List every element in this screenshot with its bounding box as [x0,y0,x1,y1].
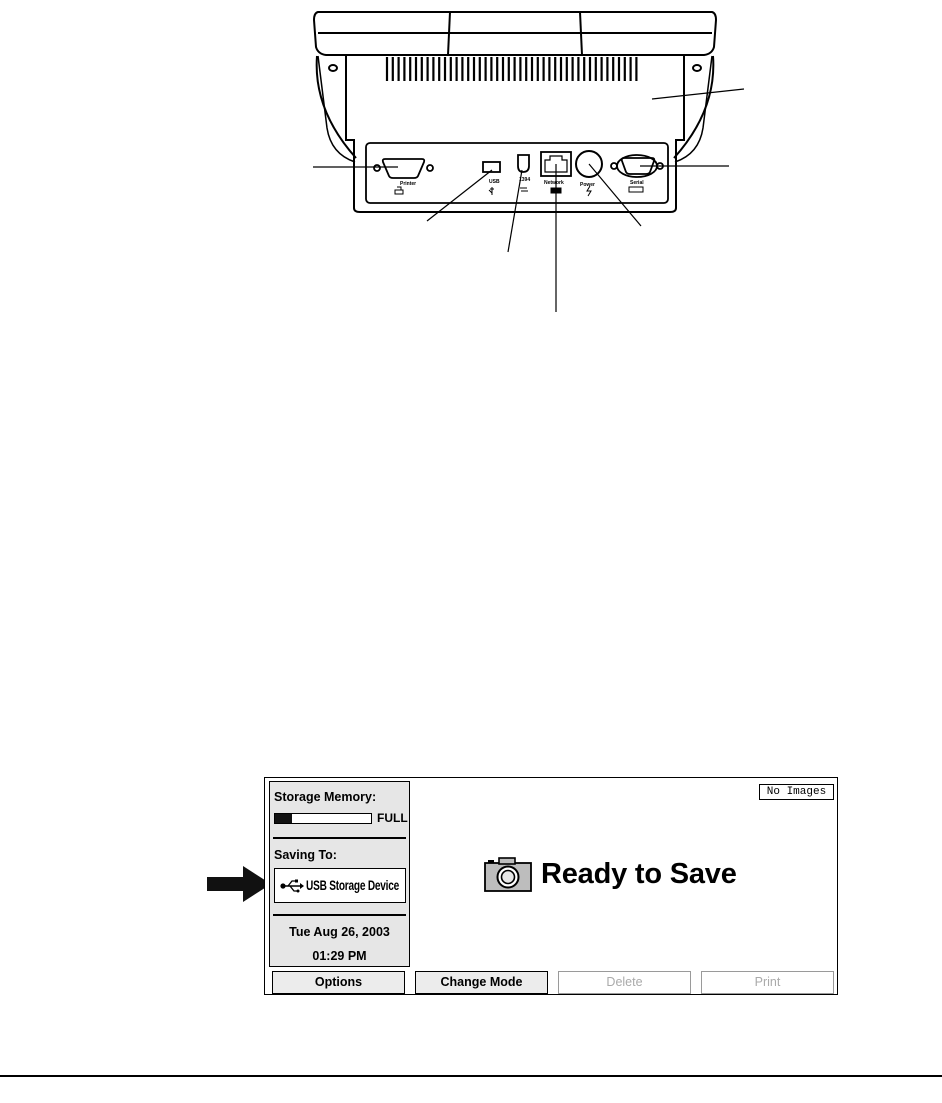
usb-pictogram-icon [489,187,494,195]
time-display: 01:29 PM [312,949,367,963]
serial-port-label: Serial [630,180,644,186]
firewire-port [518,155,529,172]
delete-button[interactable]: Delete [558,971,691,994]
options-button[interactable]: Options [272,971,405,994]
camera-icon [484,857,534,893]
page-footer-rule [0,1075,942,1077]
storage-device-name: USB Storage Device [306,877,400,893]
storage-memory-label: Storage Memory: [274,790,377,804]
vent-slots [387,57,636,81]
storage-memory-fill [275,814,292,823]
status-side-panel [269,781,410,967]
usb-port-label: USB [489,179,500,185]
printer-port [374,159,433,178]
power-port-label: Power [580,182,596,188]
usb-icon [280,879,304,893]
device-back-panel-illustration [0,0,942,320]
firewire-port-label: 1394 [519,177,531,183]
memory-full-label: FULL [377,811,408,825]
callout-vent-line [652,89,744,99]
network-port-label: Network [544,180,564,186]
printer-pictogram-icon [395,187,403,194]
status-message: Ready to Save [541,858,737,890]
callout-usb-line [427,170,492,221]
panel-divider [273,914,406,916]
panel-divider [273,837,406,839]
printer-port-label: Printer [400,181,417,187]
saving-to-label: Saving To: [274,848,337,862]
storage-memory-bar [274,813,372,824]
device-screen [264,777,838,995]
change-mode-button[interactable]: Change Mode [415,971,548,994]
image-count-badge: No Images [759,784,834,800]
serial-pictogram-icon [629,187,643,192]
print-button[interactable]: Print [701,971,834,994]
date-display: Tue Aug 26, 2003 [289,925,390,939]
storage-device-selector[interactable] [274,868,406,903]
firewire-pictogram-icon [520,188,528,191]
